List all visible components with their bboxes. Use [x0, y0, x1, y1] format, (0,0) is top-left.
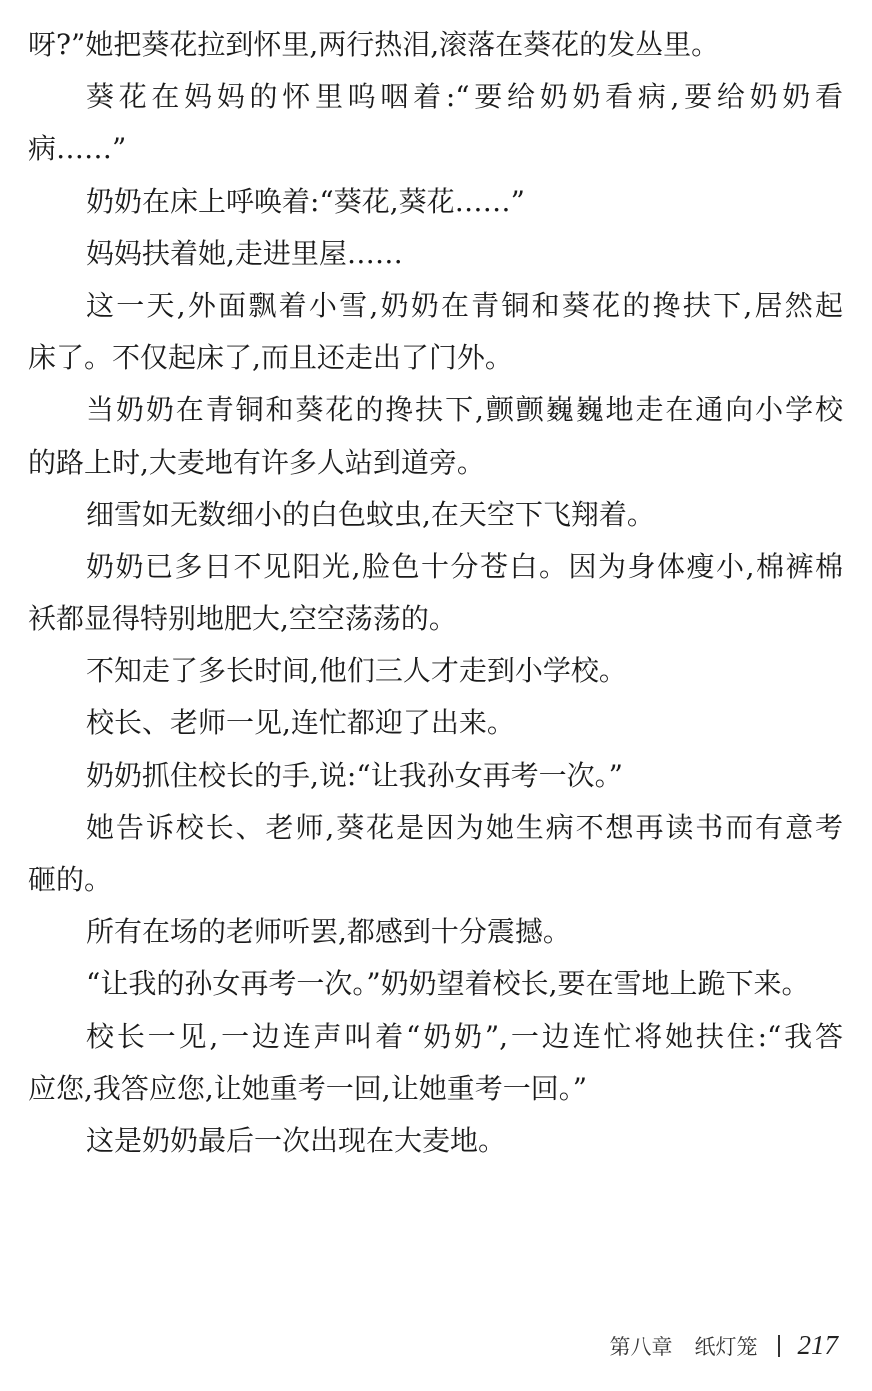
footer-divider — [778, 1335, 780, 1357]
paragraph — [28, 71, 843, 175]
paragraph — [28, 958, 843, 1010]
text-line: 细雪如无数细小的白色蚊虫,在天空下飞翔着。 — [86, 497, 655, 531]
text-line: 奶奶抓住校长的手,说:“让我孙女再考一次。” — [86, 758, 623, 792]
paragraph — [28, 906, 843, 958]
text-line: 应您,我答应您,让她重考一回,让她重考一回。” — [28, 1071, 588, 1105]
text-line: 校长一见,一边连声叫着“奶奶”,一边连忙将她扶住:“我答 — [86, 1019, 843, 1053]
text-line: 奶奶在床上呼唤着:“葵花,葵花……” — [86, 184, 525, 218]
text-line: 砸的。 — [28, 863, 113, 896]
paragraph — [28, 645, 843, 697]
paragraph — [28, 489, 843, 541]
paragraph — [28, 697, 843, 749]
footer-chapter-title: 纸灯笼 — [694, 1334, 758, 1359]
paragraph — [28, 384, 843, 488]
text-line: 呀?”她把葵花拉到怀里,两行热泪,滚落在葵花的发丛里。 — [28, 28, 720, 61]
paragraph — [28, 1011, 843, 1115]
text-line: 这一天,外面飘着小雪,奶奶在青铜和葵花的搀扶下,居然起 — [86, 288, 843, 322]
text-line: 不知走了多长时间,他们三人才走到小学校。 — [86, 654, 627, 688]
paragraph — [28, 280, 843, 384]
paragraph — [28, 228, 843, 280]
text-line: 的路上时,大麦地有许多人站到道旁。 — [28, 445, 485, 479]
text-line: 这是奶奶最后一次出现在大麦地。 — [86, 1123, 507, 1157]
text-line: 病……” — [28, 132, 127, 166]
paragraph — [28, 176, 843, 228]
text-line: 所有在场的老师听罢,都感到十分震撼。 — [86, 915, 571, 949]
text-line: 葵花在妈妈的怀里呜咽着:“要给奶奶看病,要给奶奶看 — [86, 80, 843, 114]
text-line: 床了。不仅起床了,而且还走出了门外。 — [28, 341, 513, 375]
body-text — [28, 19, 843, 1167]
text-line: 当奶奶在青铜和葵花的搀扶下,颤颤巍巍地走在通向小学校 — [86, 393, 843, 427]
text-line: 奶奶已多日不见阳光,脸色十分苍白。因为身体瘦小,棉裤棉 — [86, 549, 843, 583]
text-line: 妈妈扶着她,走进里屋…… — [86, 236, 403, 270]
paragraph — [28, 541, 843, 645]
paragraph — [28, 750, 843, 802]
text-line: 校长、老师一见,连忙都迎了出来。 — [86, 706, 515, 740]
text-line: “让我的孙女再考一次。”奶奶望着校长,要在雪地上跪下来。 — [86, 967, 810, 1001]
footer-chapter: 第八章 — [609, 1334, 673, 1359]
paragraph — [28, 19, 843, 71]
page-footer — [610, 1330, 839, 1361]
paragraph — [28, 1115, 843, 1167]
text-line: 她告诉校长、老师,葵花是因为她生病不想再读书而有意考 — [86, 810, 843, 844]
page-number: 217 — [797, 1330, 838, 1360]
paragraph — [28, 802, 843, 906]
text-line: 袄都显得特别地肥大,空空荡荡的。 — [28, 602, 457, 636]
